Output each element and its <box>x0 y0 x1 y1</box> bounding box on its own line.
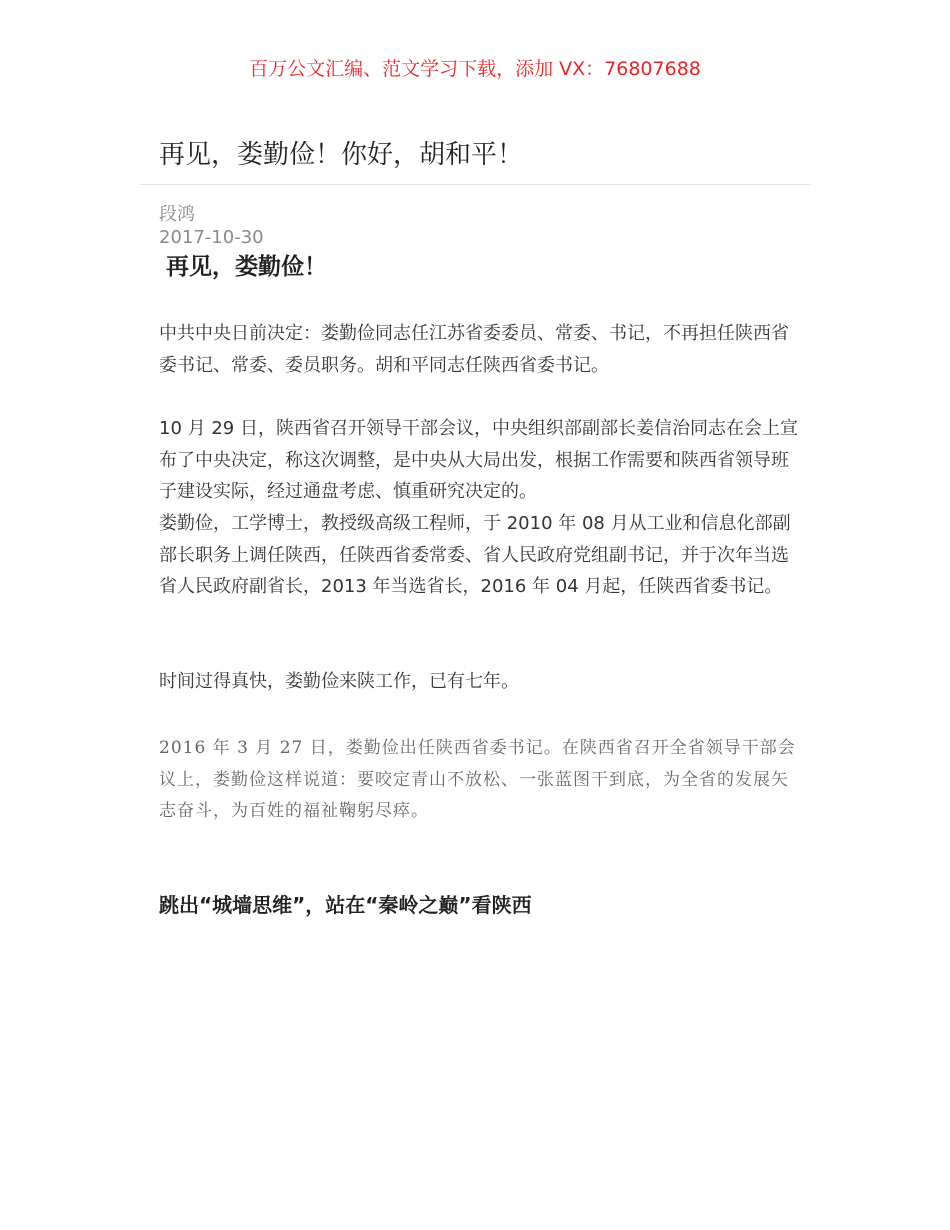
quote-paragraph: 2016 年 3 月 27 日，娄勤俭出任陕西省委书记。在陕西省召开全省领导干部会议上，娄勤俭这样说道：要咬定青山不放松、一张蓝图干到底，为全省的发展矢志奋斗，为百姓的福祉鞠躬尽瘁。 <box>159 738 796 821</box>
article-title: 再见，娄勤俭！你好，胡和平！ <box>159 140 524 170</box>
paragraph-4: 时间过得真快，娄勤俭来陕工作，已有七年。 <box>159 671 519 692</box>
paragraph-3: 娄勤俭，工学博士，教授级高级工程师，于 2010 年 08 月从工业和信息化部副部长职务上调任陕西，任陕西省委常委、省人民政府党组副书记，并于次年当选省人民政府副省长，2013 年当选省长，2016 年 04 月起，任陕西省委书记。 <box>159 513 791 598</box>
article-subheading: 再见，娄勤俭！ <box>166 254 327 280</box>
title-divider <box>140 184 811 185</box>
paragraph-1: 中共中央日前决定：娄勤俭同志任江苏省委委员、常委、书记，不再担任陕西省委书记、常委、委员职务。胡和平同志任陕西省委书记。 <box>159 323 789 376</box>
article-author: 段鸿 <box>159 204 195 225</box>
article-date: 2017-10-30 <box>159 227 264 248</box>
watermark-banner: 百万公文汇编、范文学习下载，添加 VX：76807688 <box>249 58 701 80</box>
paragraph-2: 10 月 29 日，陕西省召开领导干部会议，中央组织部副部长姜信治同志在会上宣布了中央决定，称这次调整，是中央从大局出发，根据工作需要和陕西省领导班子建设实际，经过通盘考虑、慎重研究决定的。 <box>159 418 798 503</box>
section-heading: 跳出“城墙思维”，站在“秦岭之巅”看陕西 <box>159 893 532 917</box>
